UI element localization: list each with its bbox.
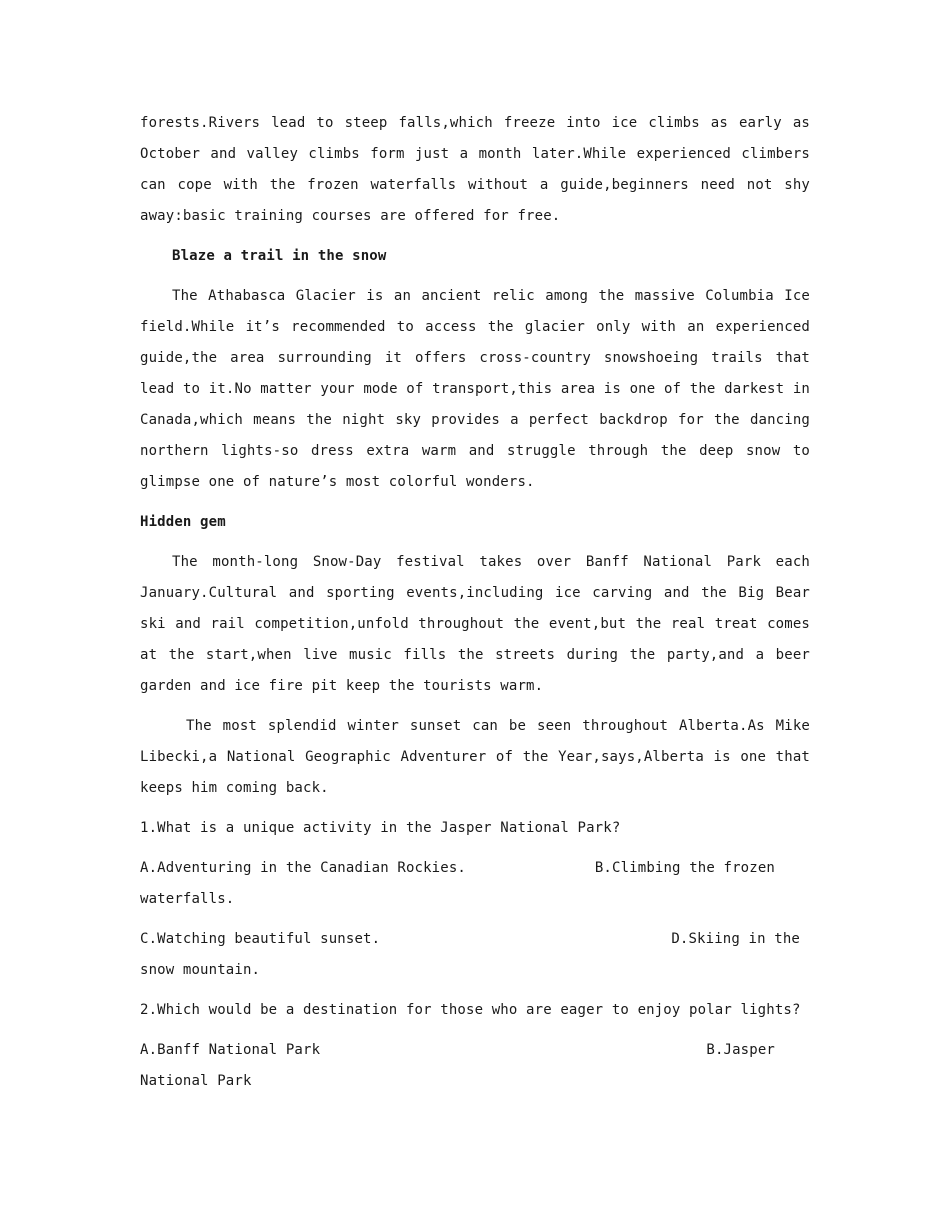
question-2-options-ab (140, 1035, 810, 1097)
q1-option-d-continued: snow mountain. (140, 962, 261, 978)
question-2-row-ab (140, 1035, 810, 1066)
heading-hidden-gem: Hidden gem (140, 514, 226, 530)
question-2-stem: 2.Which would be a destination for those who are eager to enjoy polar lights? (140, 1002, 801, 1018)
question-1-options-cd (140, 924, 810, 986)
q2-option-b-continued: National Park (140, 1073, 252, 1089)
paragraph-sunset: The most splendid winter sunset can be seen throughout Alberta.As Mike Libecki,a National Geographic Adventurer of the Year,says,Alberta is one that keeps him coming back. (140, 718, 810, 796)
paragraph-climbing: forests.Rivers lead to steep falls,which freeze into ice climbs as early as October and valley climbs form just a month later.While experienced climbers can cope with the frozen waterfalls without a guide,beginners need not shy away:basic training courses are offered for free. (140, 115, 810, 224)
question-1-stem: 1.What is a unique activity in the Jasper National Park? (140, 820, 621, 836)
q1-option-d[interactable]: D.Skiing in the (671, 931, 800, 947)
q1-option-b-continued: waterfalls. (140, 891, 235, 907)
paragraph-glacier: The Athabasca Glacier is an ancient relic among the massive Columbia Ice field.While it’s recommended to access the glacier only with an experienced guide,the area surrounding it offers cross-country snowshoeing trails that lead to it.No matter your mode of transport,this area is one of the darkest in Canada,which means the night sky provides a perfect backdrop for the dancing northern lights-so dress extra warm and struggle through the deep snow to glimpse one of nature’s most colorful wonders. (140, 288, 810, 490)
document-page (140, 108, 810, 1097)
question-1-row-cd (140, 924, 810, 955)
q1-option-c[interactable]: C.Watching beautiful sunset. (140, 931, 381, 947)
question-1-options-ab (140, 853, 810, 915)
q2-option-b[interactable]: B.Jasper (706, 1042, 775, 1058)
heading-blaze-trail: Blaze a trail in the snow (172, 248, 387, 264)
paragraph-festival: The month-long Snow-Day festival takes over Banff National Park each January.Cultural and sporting events,including ice carving and the Big Bear ski and rail competition,unfold throughout the event,but the real treat comes at the start,when live music fills the streets during the party,and a beer garden and ice fire pit keep the tourists warm. (140, 554, 810, 694)
question-1-row-ab (140, 853, 810, 884)
q1-option-b[interactable]: B.Climbing the frozen (594, 860, 775, 876)
q2-option-a[interactable]: A.Banff National Park (140, 1042, 321, 1058)
q1-option-a[interactable]: A.Adventuring in the Canadian Rockies. (140, 860, 466, 876)
